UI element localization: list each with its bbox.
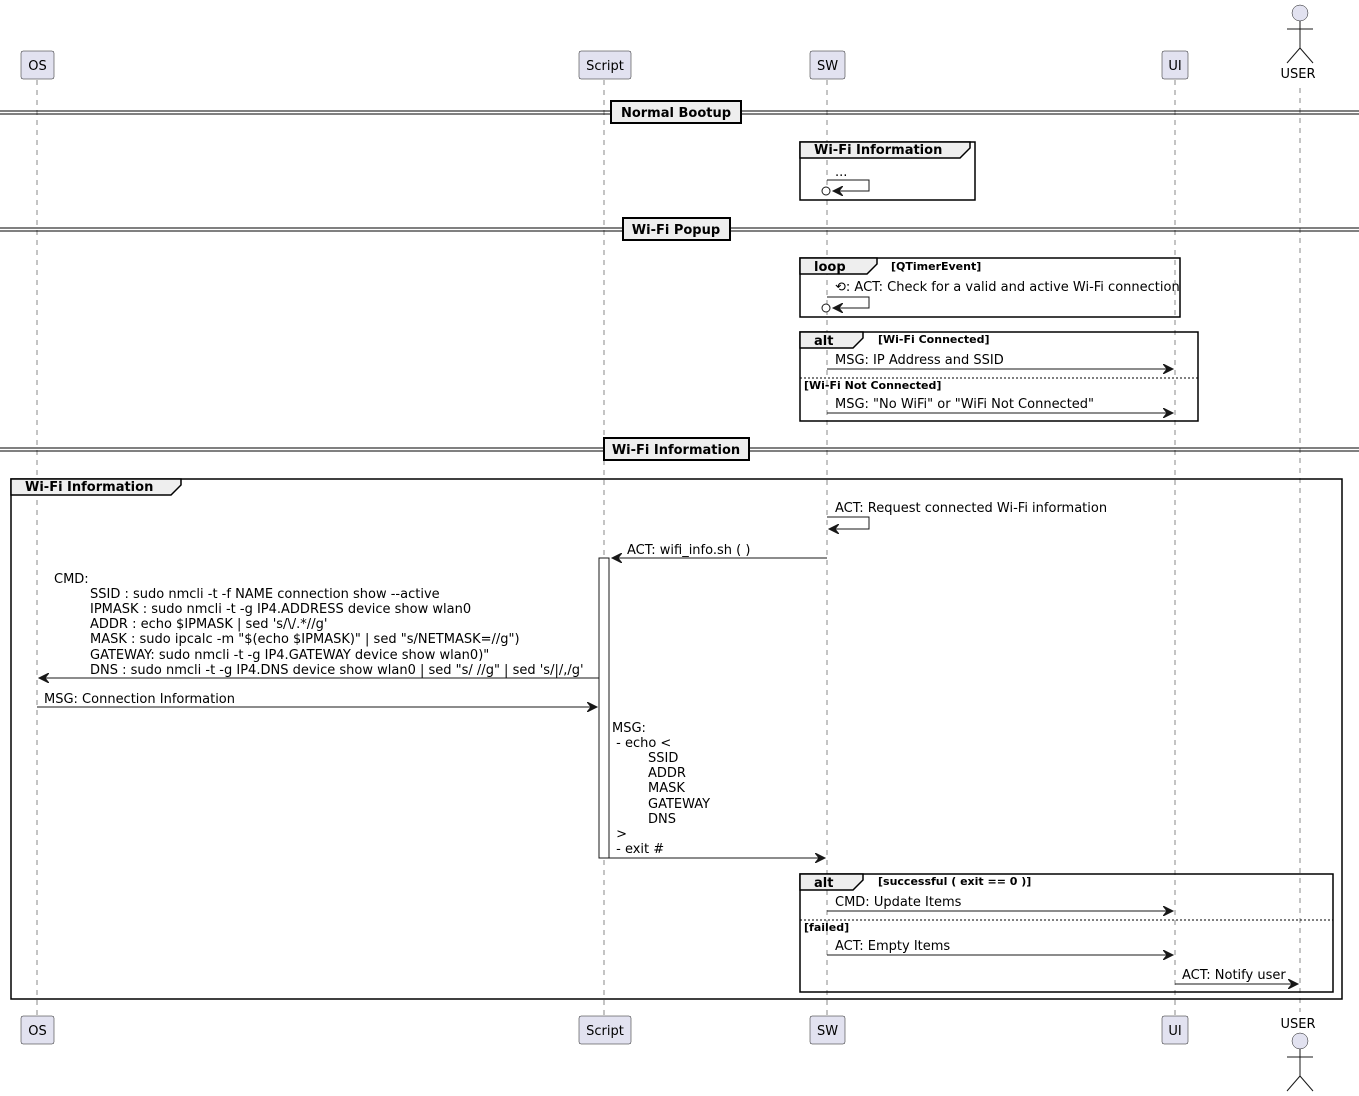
group-loop-guard: [QTimerEvent] <box>891 260 982 273</box>
message-no-wifi-label: MSG: "No WiFi" or "WiFi Not Connected" <box>835 397 1095 412</box>
message-call-script <box>612 543 827 558</box>
group-alt-connected <box>800 332 1198 421</box>
group-alt-exit-label: alt <box>814 876 834 891</box>
message-cmd <box>39 572 599 678</box>
group-wifi-information-big-label: Wi-Fi Information <box>25 480 154 495</box>
self-message-label: ... <box>835 165 848 180</box>
message-return <box>609 721 825 858</box>
cmd-line-dns: DNS : sudo nmcli -t -g IP4.DNS device show wlan0 | sed "s/ //g" | sed 's/|/,/g' <box>90 663 584 678</box>
participant-user-top <box>1280 5 1315 82</box>
divider-wifi-information <box>0 438 1359 460</box>
divider-normal-bootup-label: Normal Bootup <box>620 106 732 121</box>
return-line-addr: ADDR <box>648 766 686 781</box>
loop-message-arrow <box>827 297 869 308</box>
participant-sw-label: SW <box>816 59 839 74</box>
cmd-line-0: CMD: <box>54 572 89 587</box>
group-alt-exit-guard: [successful ( exit == 0 )] <box>878 875 1032 888</box>
return-line-mask: MASK <box>648 781 685 796</box>
group-loop-label: loop <box>814 260 846 275</box>
participant-os-top <box>21 51 54 79</box>
participant-os-label: OS <box>28 59 47 74</box>
return-line-exit: - exit # <box>612 842 665 857</box>
participant-script-label: Script <box>586 59 624 74</box>
participant-user-label: USER <box>1280 1017 1316 1032</box>
divider-wifi-information-label: Wi-Fi Information <box>611 443 741 458</box>
message-connection-info <box>37 692 597 707</box>
loop-message-label: ⟲: ACT: Check for a valid and active Wi-Fi connection <box>835 280 1180 295</box>
script-activation-bar <box>599 558 609 858</box>
participant-user-bottom <box>1280 1017 1315 1091</box>
actor-user-icon <box>1287 5 1313 63</box>
group-wifi-information-small-label: Wi-Fi Information <box>814 143 943 158</box>
group-alt-not-connected-guard: [Wi-Fi Not Connected] <box>804 379 942 392</box>
cmd-line-ssid: SSID : sudo nmcli -t -f NAME connection show --active <box>90 587 440 602</box>
participant-ui-label: UI <box>1168 1024 1182 1039</box>
participant-os-bottom <box>21 1016 54 1044</box>
cmd-line-addr: ADDR : echo $IPMASK | sed 's/\/.*//g' <box>90 617 328 632</box>
message-notify-user-label: ACT: Notify user <box>1182 968 1286 983</box>
message-ip-ssid-label: MSG: IP Address and SSID <box>835 353 1004 368</box>
participant-sw-bottom <box>810 1016 845 1044</box>
participant-os-label: OS <box>28 1024 47 1039</box>
divider-wifi-popup <box>0 218 1359 240</box>
participant-script-bottom <box>579 1016 631 1044</box>
return-line-gateway: GATEWAY <box>648 797 711 812</box>
return-line-msg: MSG: <box>612 721 646 736</box>
message-request-info-label: ACT: Request connected Wi-Fi information <box>835 501 1108 516</box>
cmd-line-mask: MASK : sudo ipcalc -m "$(echo $IPMASK)" | sed "s/NETMASK=//g") <box>90 632 520 647</box>
message-empty-items-label: ACT: Empty Items <box>835 939 951 954</box>
message-request-info-arrow <box>827 517 869 529</box>
message-call-script-label: ACT: wifi_info.sh ( ) <box>627 543 751 558</box>
participant-sw-top <box>810 51 845 79</box>
participant-ui-bottom <box>1162 1016 1188 1044</box>
group-wifi-information-small <box>800 142 975 200</box>
self-message-arrow <box>827 180 869 191</box>
message-request-info <box>827 501 1107 529</box>
group-loop <box>800 258 1180 317</box>
cmd-line-ipmask: IPMASK : sudo nmcli -t -g IP4.ADDRESS device show wlan0 <box>90 602 472 617</box>
divider-wifi-popup-label: Wi-Fi Popup <box>631 223 721 238</box>
return-line-ssid: SSID <box>648 751 679 766</box>
group-alt-connected-label: alt <box>814 334 834 349</box>
participant-ui-label: UI <box>1168 59 1182 74</box>
divider-normal-bootup <box>0 101 1359 123</box>
participant-script-label: Script <box>586 1024 624 1039</box>
cmd-line-gateway: GATEWAY: sudo nmcli -t -g IP4.GATEWAY device show wlan0)" <box>90 648 490 663</box>
message-connection-info-label: MSG: Connection Information <box>44 692 235 707</box>
participant-script-top <box>579 51 631 79</box>
return-line-dns: DNS <box>648 812 676 827</box>
lost-message-circle <box>822 304 830 312</box>
group-alt-failed-guard: [failed] <box>804 921 850 934</box>
lost-message-circle <box>822 187 830 195</box>
group-alt-exit <box>800 874 1333 992</box>
group-alt-connected-guard: [Wi-Fi Connected] <box>878 333 990 346</box>
participant-ui-top <box>1162 51 1188 79</box>
participant-user-label: USER <box>1280 67 1316 82</box>
actor-user-icon <box>1287 1033 1313 1091</box>
participant-sw-label: SW <box>816 1024 839 1039</box>
return-line-echo: - echo < <box>612 736 672 751</box>
message-update-items-label: CMD: Update Items <box>835 895 962 910</box>
return-line-close: > <box>612 827 628 842</box>
